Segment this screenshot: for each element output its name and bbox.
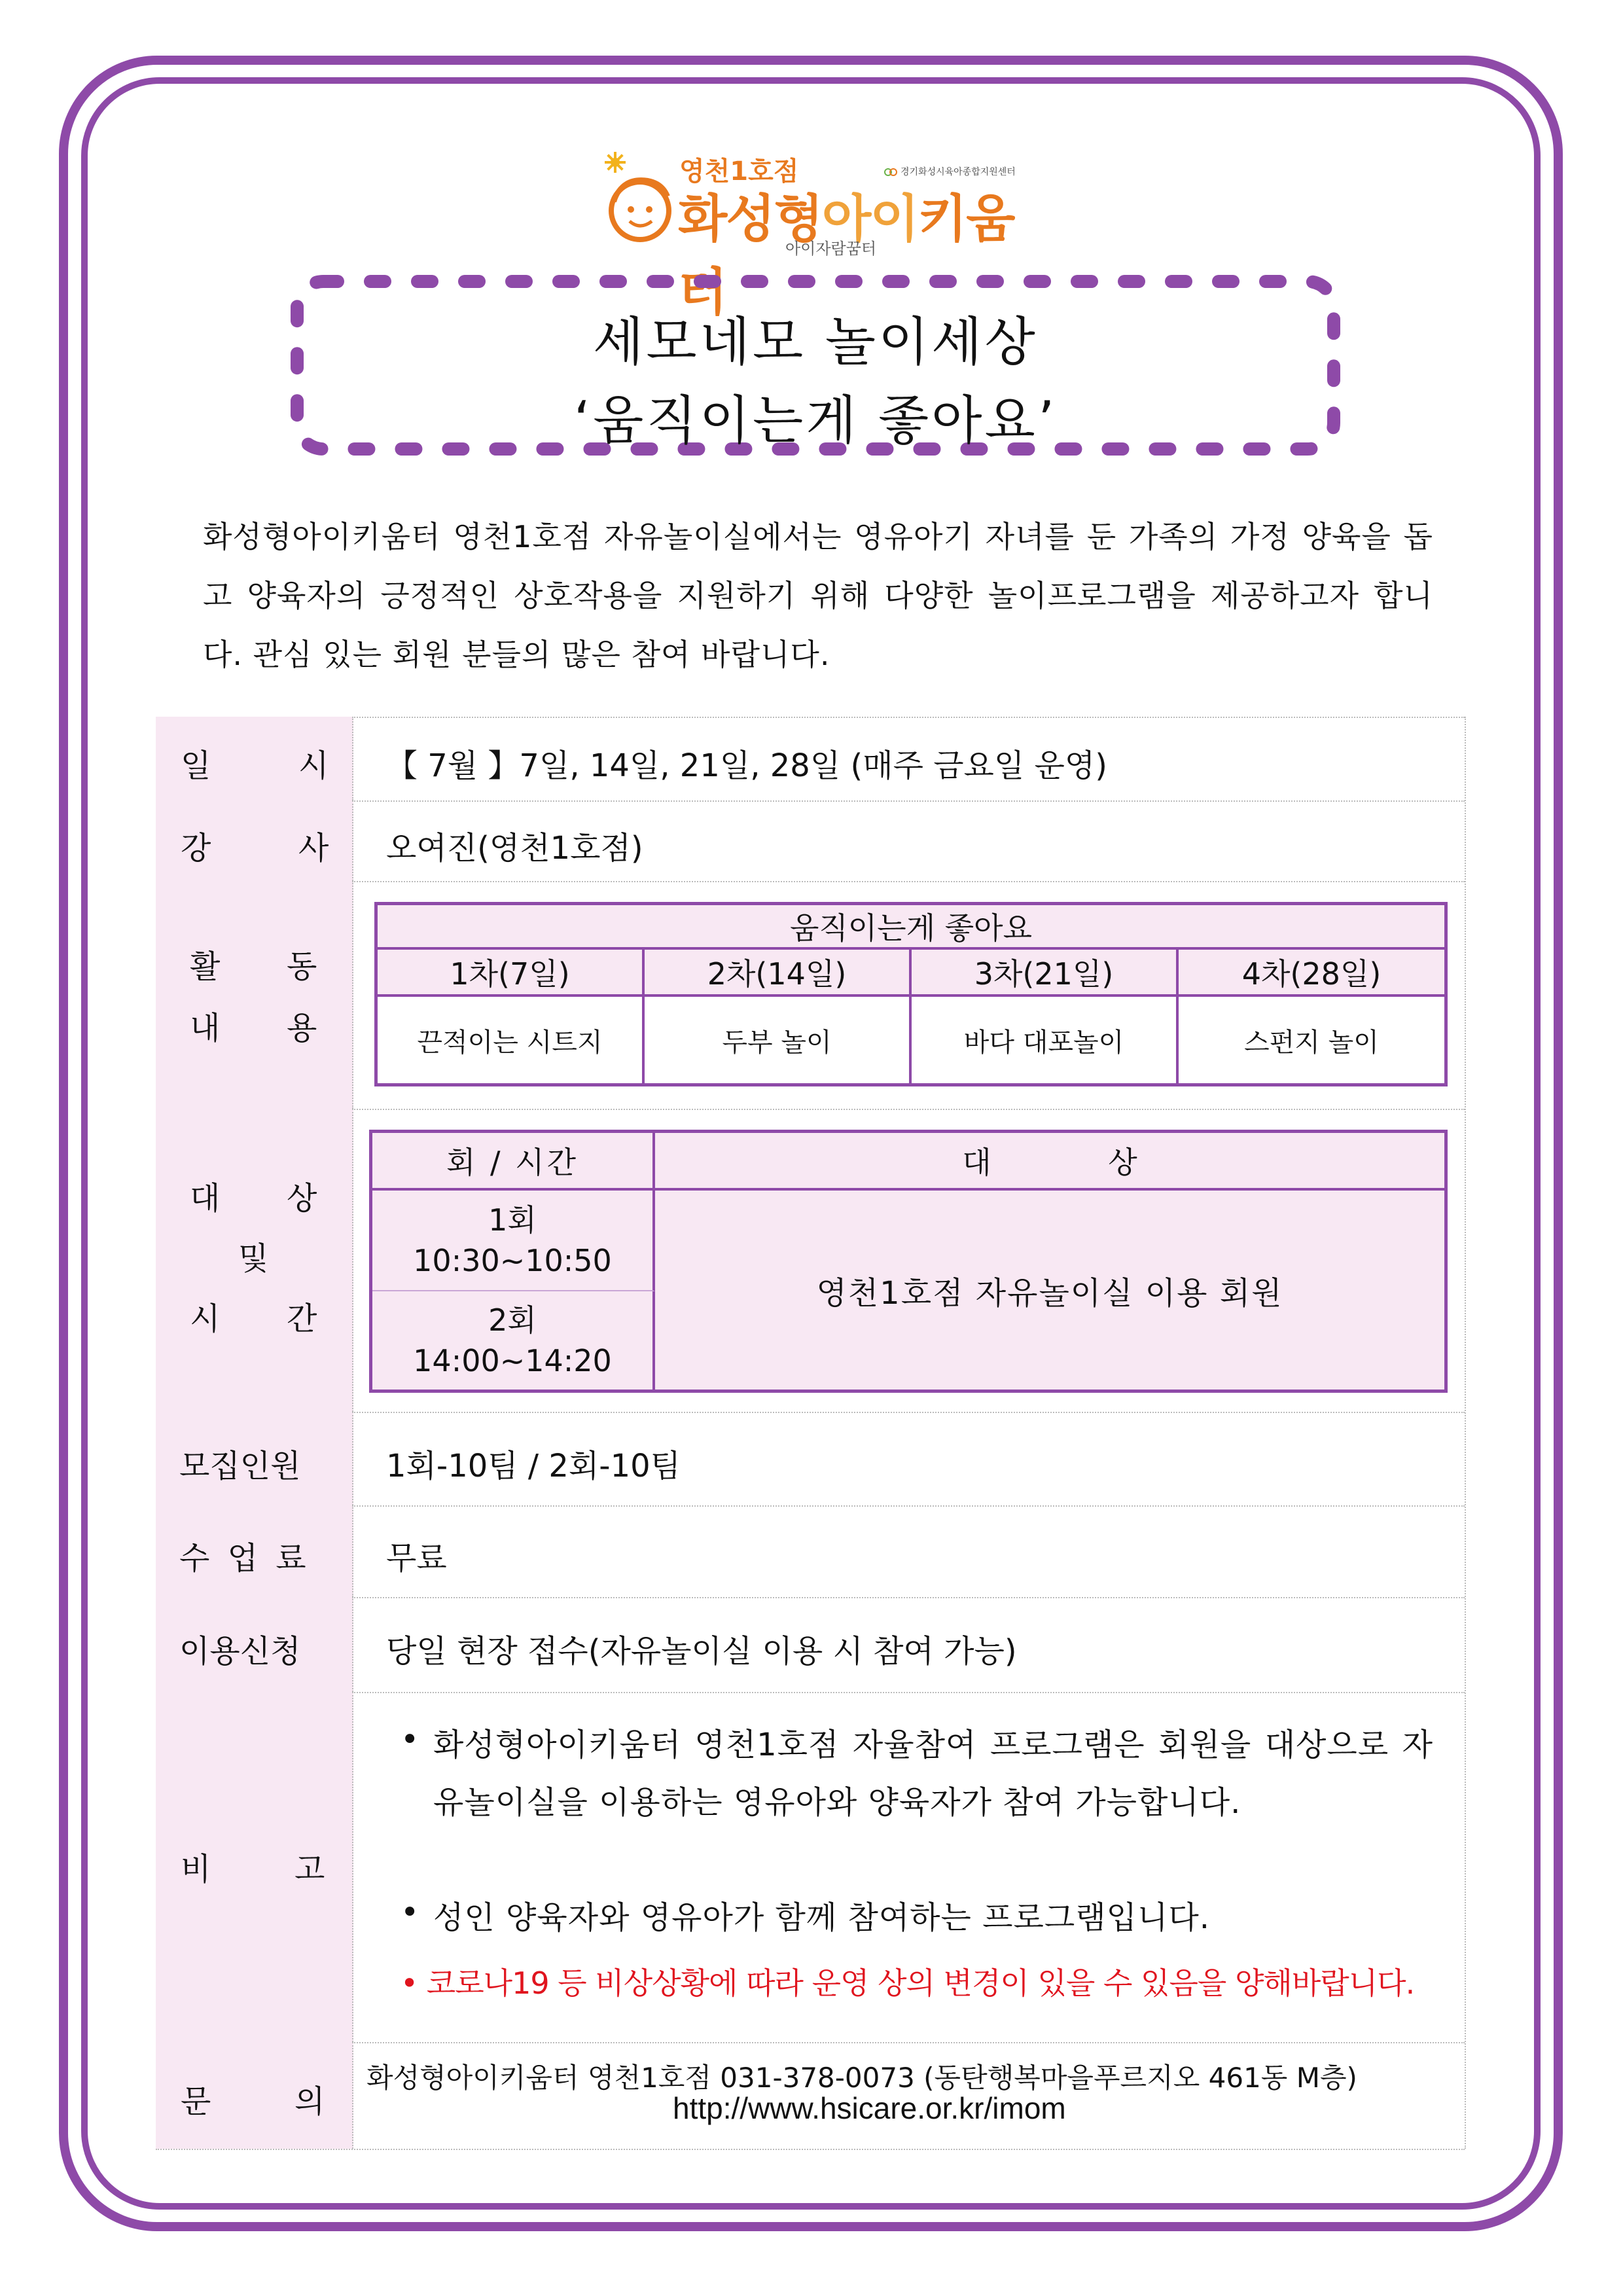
row-label: 문 의 — [156, 2042, 353, 2149]
logo-name-text: 화성형아이키움터 — [678, 190, 1014, 322]
activity-schedule-table — [374, 902, 1448, 1086]
row-date — [156, 717, 1465, 802]
col-header-time: 회 / 시간 — [372, 1133, 655, 1191]
row-recruit — [156, 1412, 1465, 1507]
session-content: 두부 놀이 — [645, 997, 912, 1083]
center-mark-icon — [883, 167, 898, 177]
recruit-value: 1회-10팀 / 2회-10팀 — [386, 1448, 681, 1484]
logo-sub-text: 아이자람꿈터 — [785, 240, 877, 258]
row-label: 이용신청 — [156, 1597, 353, 1692]
title-box — [289, 274, 1342, 457]
apply-value: 당일 현장 접수(자유놀이실 이용 시 참여 가능) — [386, 1633, 1017, 1670]
intro-paragraph: 화성형아이키움터 영천1호점 자유놀이실에서는 영유아기 자녀를 둔 가족의 가정 양육을 돕고 양육자의 긍정적인 상호작용을 지원하기 위해 다양한 놀이프로그램을 제공하고자 합니다. 관심 있는 회원 분들의 많은 참여 바랍니다. — [203, 519, 1433, 672]
logo-center-text: 경기화성시육아종합지원센터 — [883, 165, 1016, 178]
row-apply — [156, 1597, 1465, 1693]
row-label: 비 고 — [156, 1692, 353, 2042]
title-sub: ‘움직이는게 좋아요’ — [573, 390, 1058, 451]
session-content: 스펀지 놀이 — [1244, 1027, 1379, 1058]
activity-table-title: 움직이는게 좋아요 — [378, 905, 1444, 950]
remark-item-1: 화성형아이키움터 영천1호점 자율참여 프로그램은 회원을 대상으로 자유놀이실을 이용하는 영유아와 양육자가 참여 가능합니다. — [433, 1727, 1433, 1821]
session-round: 3차(21일) — [912, 950, 1179, 997]
row-label: 활 동 내 용 — [156, 881, 353, 1109]
remark-item-2: 성인 양육자와 영유아가 함께 참여하는 프로그램입니다. — [433, 1899, 1211, 1936]
target-value: 영천1호점 자유놀이실 이용 회원 — [655, 1191, 1444, 1390]
session-round: 1차(7일) — [378, 950, 645, 997]
row-fee — [156, 1505, 1465, 1598]
row-label: 모집인원 — [156, 1412, 353, 1505]
instructor-value: 오여진(영천1호점) — [386, 830, 643, 867]
row-target — [156, 1109, 1465, 1413]
col-header-target: 대 상 — [655, 1133, 1444, 1191]
contact-info: 화성형아이키움터 영천1호점 031-378-0073 (동탄행복마을푸르지오 461동 M층) — [366, 2062, 1357, 2094]
row-label: 강 사 — [156, 800, 353, 881]
child-face-icon — [602, 151, 674, 249]
session-content: 끈적이는 시트지 — [378, 997, 645, 1083]
date-value: 【 7월 】7일, 14일, 21일, 28일 (매주 금요일 운영) — [386, 747, 1108, 784]
target-time-table — [369, 1130, 1448, 1393]
row-activity — [156, 881, 1465, 1110]
session-round: 4차(28일) — [1179, 950, 1444, 997]
logo-branch-text: 영천1호점 — [679, 156, 799, 187]
row-instructor — [156, 800, 1465, 882]
time-slot-2: 2회 14:00~14:20 — [372, 1291, 655, 1390]
fee-value: 무료 — [386, 1540, 447, 1577]
time-slot-1: 1회 10:30~10:50 — [372, 1191, 655, 1291]
contact-url-link[interactable]: http://www.hsicare.or.kr/imom — [673, 2091, 1066, 2125]
row-label: 대 상 및 시 간 — [156, 1109, 353, 1412]
table-border-right — [1465, 717, 1466, 2149]
remark-warning: • 코로나19 등 비상상황에 따라 운영 상의 변경이 있을 수 있음을 양해바랍니다. — [401, 1965, 1415, 2001]
row-label: 일 시 — [156, 717, 353, 800]
session-round: 2차(14일) — [645, 950, 912, 997]
bullet-icon: • — [401, 1894, 419, 1931]
row-label: 수 업 료 — [156, 1505, 353, 1597]
bullet-icon: • — [401, 1721, 419, 1758]
title-main: 세모네모 놀이세상 — [593, 312, 1038, 372]
brand-logo — [602, 137, 1060, 322]
session-content: 바다 대포놀이 — [912, 997, 1179, 1083]
